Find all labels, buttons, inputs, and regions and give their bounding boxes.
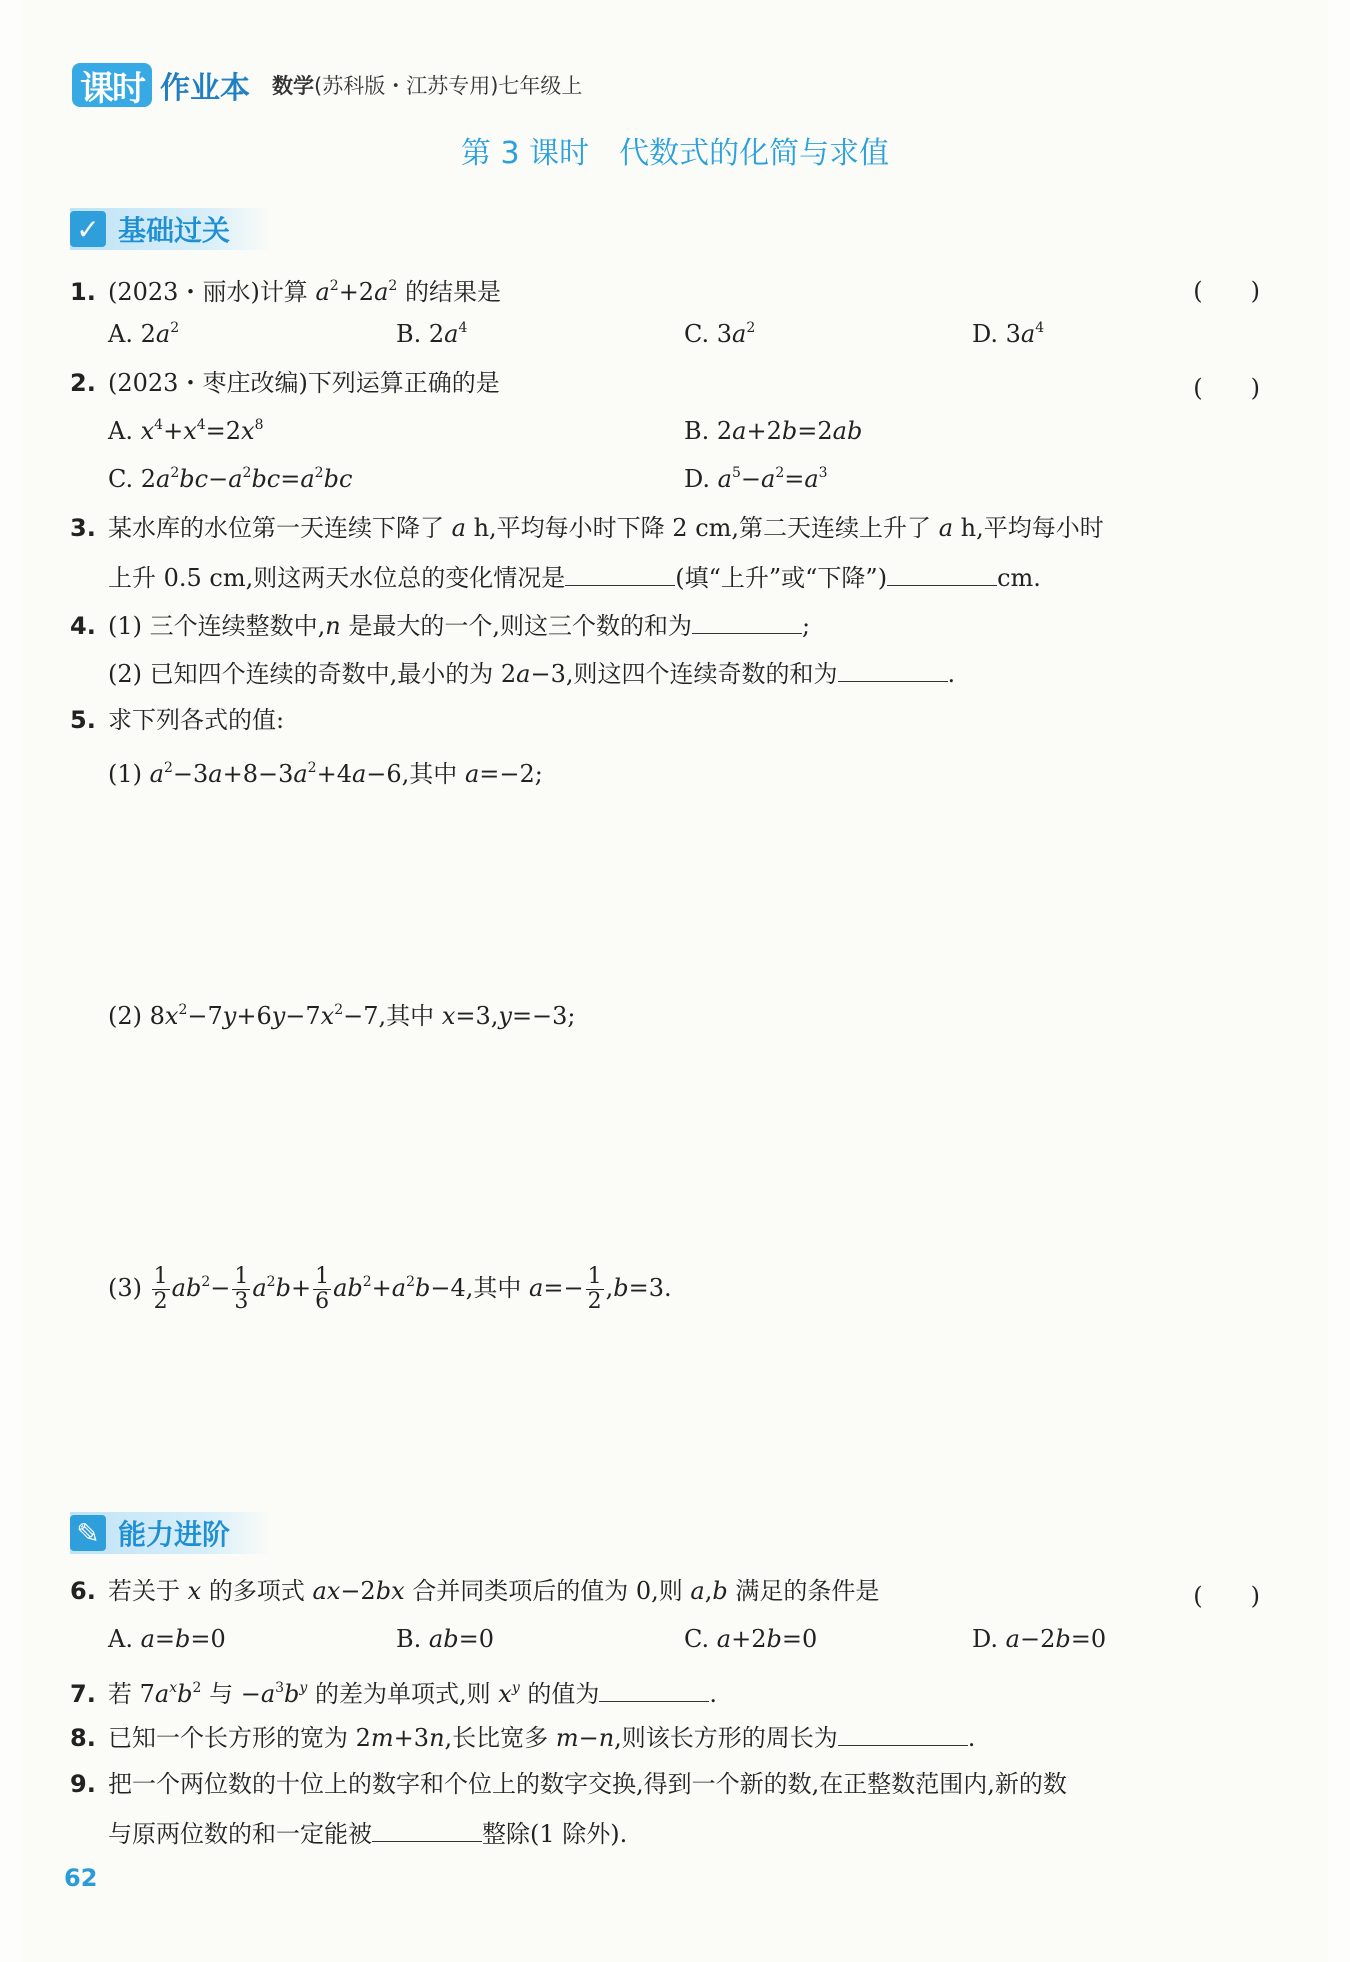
question-3-line2: 上升 0.5 cm,则这两天水位总的变化情况是 (填“上升”或“下降”) cm. bbox=[108, 561, 1041, 593]
question-7: 7. 若 $7a^xb^2$ 与 $-a^3b^y$ 的差为单项式,则 $x^y$ 的值为 . bbox=[70, 1673, 717, 1709]
blank-8[interactable] bbox=[838, 1721, 968, 1746]
question-1: 1. (2023・丽水)计算 $a^2+2a^2$ 的结果是 bbox=[70, 278, 501, 306]
q1-option-d: D. $3a^4$ bbox=[972, 320, 1045, 348]
q6-option-d: D. a−2b=0 bbox=[972, 1625, 1107, 1653]
answer-paren-1: ( ) bbox=[1193, 277, 1260, 305]
question-6: 6. 若关于 x 的多项式 ax−2bx 合并同类项后的值为 0,则 a,b 满足的条件是 bbox=[70, 1577, 880, 1605]
check-icon: ✓ bbox=[70, 211, 106, 247]
question-9: 9. 把一个两位数的十位上的数字和个位上的数字交换,得到一个新的数,在正整数范围内,新的数 bbox=[70, 1770, 1067, 1798]
section-advanced: ✎ 能力进阶 bbox=[70, 1512, 270, 1554]
question-5-part2: (2) $8x^2-7y+6y-7x^2-7$,其中 x=3,y=−3; bbox=[108, 1002, 576, 1030]
blank-4a[interactable] bbox=[692, 609, 802, 634]
book-info: 数学(苏科版・江苏专用)七年级上 bbox=[272, 74, 583, 98]
section-basic: ✓ 基础过关 bbox=[70, 208, 270, 250]
question-4-part2: (2) 已知四个连续的奇数中,最小的为 2a−3,则这四个连续奇数的和为 . bbox=[108, 657, 955, 689]
q6-option-c: C. a+2b=0 bbox=[684, 1625, 818, 1653]
blank-9[interactable] bbox=[372, 1817, 482, 1842]
q2-option-d: D. $a^5-a^2=a^3$ bbox=[684, 465, 828, 493]
q6-option-b: B. ab=0 bbox=[396, 1625, 494, 1653]
q1-option-a: A. $2a^2$ bbox=[108, 320, 180, 348]
lesson-title: 第 3 课时 代数式的化简与求值 bbox=[460, 136, 890, 171]
question-5: 5. 求下列各式的值: bbox=[70, 706, 285, 734]
question-8: 8. 已知一个长方形的宽为 2m+3n,长比宽多 m−n,则该长方形的周长为 . bbox=[70, 1721, 975, 1753]
answer-paren-6: ( ) bbox=[1193, 1582, 1260, 1610]
question-4: 4. (1) 三个连续整数中,n 是最大的一个,则这三个数的和为 ; bbox=[70, 609, 810, 641]
book-header bbox=[72, 62, 582, 108]
blank-4b[interactable] bbox=[838, 657, 948, 682]
question-2: 2. (2023・枣庄改编)下列运算正确的是 bbox=[70, 369, 500, 397]
question-5-part3: (3) $\frac{1}{2}$ $ab^2-$ $\frac{1}{3}$ $a^2b+$ $\frac{1}{6}$ $ab^2+a^2b-4$,其中 a=− $\frac{1}{2}$ ,b=3. bbox=[108, 1264, 672, 1314]
question-9-line2: 与原两位数的和一定能被 整除(1 除外). bbox=[108, 1817, 627, 1849]
q6-option-a: A. a=b=0 bbox=[108, 1625, 226, 1653]
q1-option-b: B. $2a^4$ bbox=[396, 320, 468, 348]
pencil-icon: ✎ bbox=[70, 1515, 106, 1551]
answer-paren-2: ( ) bbox=[1193, 374, 1260, 402]
blank-3a[interactable] bbox=[565, 561, 675, 586]
q1-option-c: C. $3a^2$ bbox=[684, 320, 756, 348]
logo-box: 课时 bbox=[72, 63, 152, 107]
blank-3b[interactable] bbox=[887, 561, 997, 586]
question-3: 3. 某水库的水位第一天连续下降了 a h,平均每小时下降 2 cm,第二天连续上升了 a h,平均每小时 bbox=[70, 514, 1104, 542]
page-number: 62 bbox=[64, 1864, 98, 1892]
question-5-part1: (1) $a^2-3a+8-3a^2+4a-6$,其中 a=−2; bbox=[108, 760, 543, 788]
q2-option-a: A. $x^4+x^4=2x^8$ bbox=[108, 417, 264, 445]
blank-7[interactable] bbox=[599, 1677, 709, 1702]
q2-option-c: C. $2a^2bc-a^2bc=a^2bc$ bbox=[108, 465, 353, 493]
logo-text: 作业本 bbox=[160, 71, 250, 106]
q2-option-b: B. 2a+2b=2ab bbox=[684, 417, 863, 445]
